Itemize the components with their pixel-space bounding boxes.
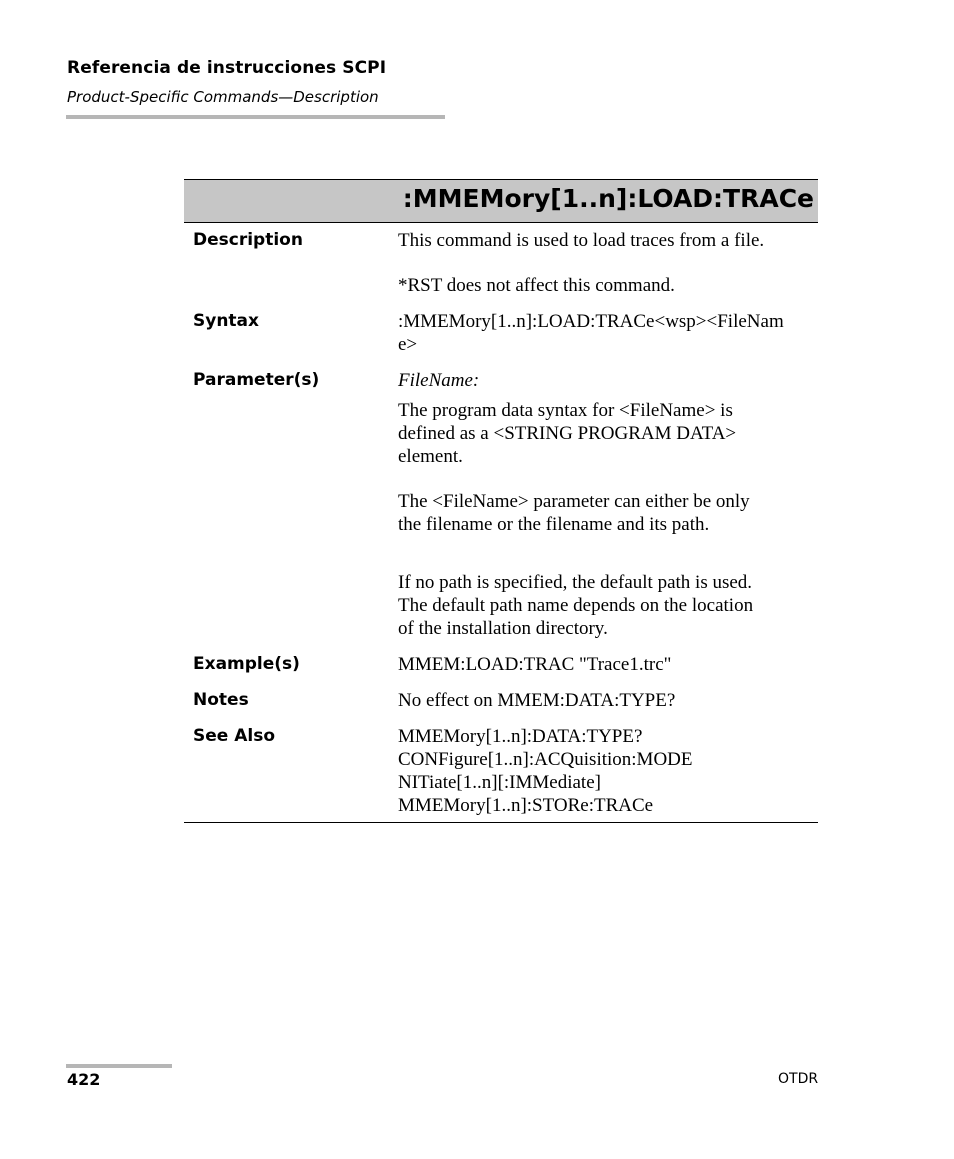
description-line-1: This command is used to load traces from a file.	[398, 230, 765, 251]
parameter-p3-line-2: The default path name depends on the location	[398, 595, 754, 616]
see-also-item: MMEMory[1..n]:STORe:TRACe	[398, 795, 654, 816]
parameter-p3-line-3: of the installation directory.	[398, 618, 608, 639]
parameter-p1-line-3: element.	[398, 446, 463, 467]
description-line-2: *RST does not affect this command.	[398, 275, 675, 296]
syntax-label: Syntax	[193, 311, 259, 331]
see-also-label: See Also	[193, 726, 276, 746]
syntax-line-2: e>	[398, 334, 418, 355]
footer-rule	[66, 1064, 172, 1068]
page-number: 422	[67, 1070, 101, 1089]
notes-line-1: No effect on MMEM:DATA:TYPE?	[398, 690, 676, 711]
examples-label: Example(s)	[193, 654, 300, 674]
see-also-item: MMEMory[1..n]:DATA:TYPE?	[398, 726, 643, 747]
header-rule	[66, 115, 445, 119]
command-title-bar	[184, 179, 818, 223]
see-also-item: NITiate[1..n][:IMMediate]	[398, 772, 601, 793]
parameter-p2-line-1: The <FileName> parameter can either be only	[398, 491, 750, 512]
parameter-p2-line-2: the filename or the filename and its path.	[398, 514, 710, 535]
syntax-line-1: :MMEMory[1..n]:LOAD:TRACe<wsp><FileNam	[398, 311, 784, 332]
running-header-subtitle: Product-Specific Commands—Description	[67, 88, 379, 106]
footer-product-name: OTDR	[778, 1071, 819, 1087]
command-title: :MMEMory[1..n]:LOAD:TRACe	[402, 184, 814, 213]
parameter-name: FileName:	[398, 370, 480, 391]
see-also-item: CONFigure[1..n]:ACQuisition:MODE	[398, 749, 693, 770]
parameter-p1-line-1: The program data syntax for <FileName> is	[398, 400, 733, 421]
description-label: Description	[193, 230, 303, 250]
parameter-p3-line-1: If no path is specified, the default path is used.	[398, 572, 753, 593]
running-header-title: Referencia de instrucciones SCPI	[67, 58, 387, 78]
notes-label: Notes	[193, 690, 249, 710]
example-line-1: MMEM:LOAD:TRAC "Trace1.trc"	[398, 654, 672, 675]
table-bottom-rule	[184, 822, 818, 823]
parameter-p1-line-2: defined as a <STRING PROGRAM DATA>	[398, 423, 737, 444]
parameters-label: Parameter(s)	[193, 370, 320, 390]
